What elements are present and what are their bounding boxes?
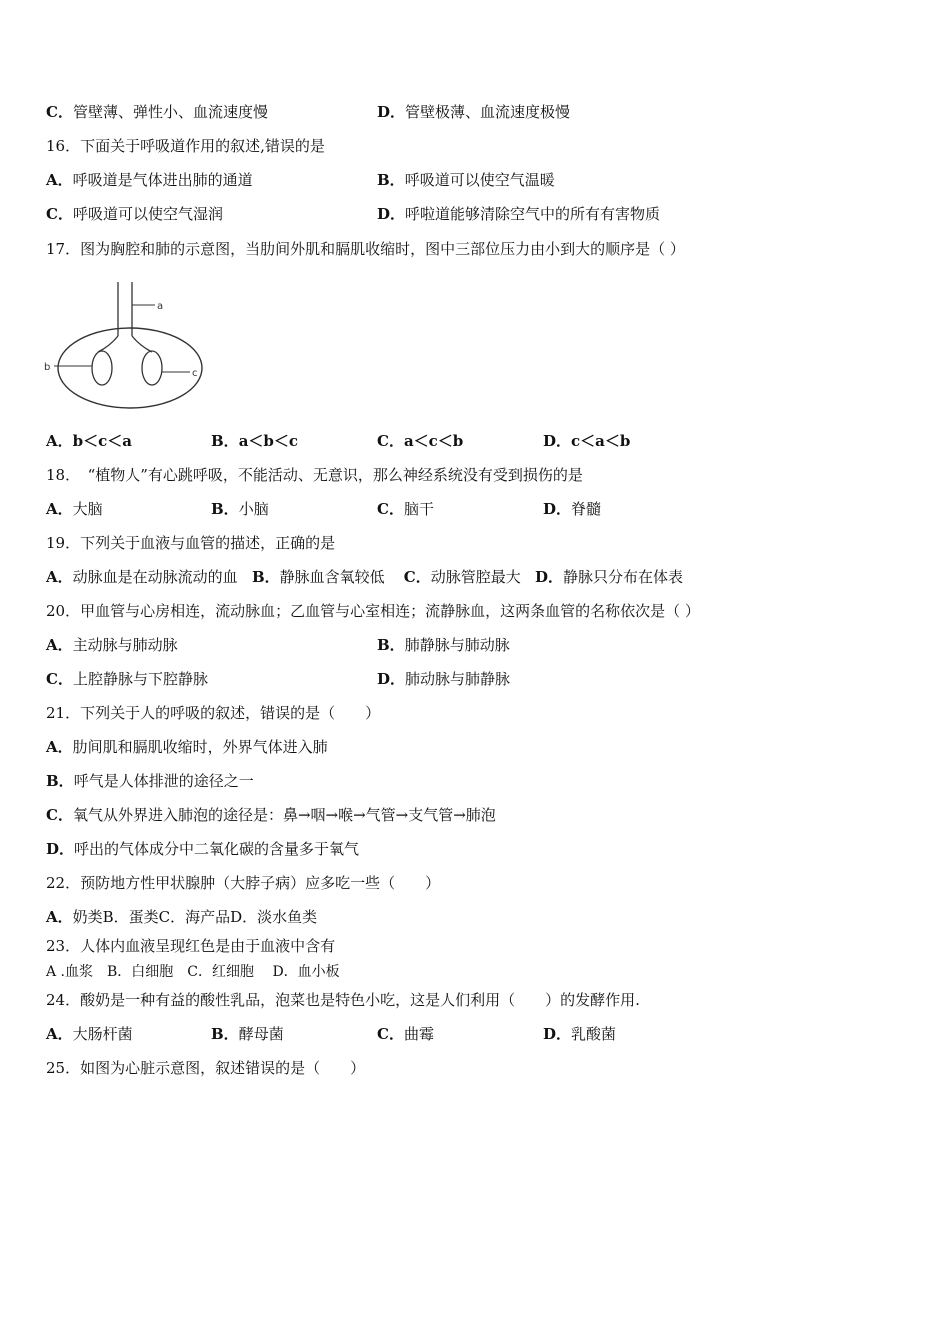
q16-option-c: C．呼吸道可以使空气湿润 <box>46 205 223 223</box>
q15-option-c: C．管壁薄、弹性小、血流速度慢 <box>46 103 268 121</box>
q20-stem: 20．甲血管与心房相连，流动脉血；乙血管与心室相连；流静脉血，这两条血管的名称依次是（ ） <box>46 602 700 620</box>
q21-option-d: D．呼出的气体成分中二氧化碳的含量多于氧气 <box>46 840 360 858</box>
q24-stem: 24．酸奶是一种有益的酸性乳品，泡菜也是特色小吃，这是人们利用（ ）的发酵作用. <box>46 991 640 1009</box>
q17-option-a: A．b＜c＜a <box>46 432 132 450</box>
q22-stem: 22．预防地方性甲状腺肿（大脖子病）应多吃一些（ ） <box>46 874 441 892</box>
q15-option-d: D．管壁极薄、血流速度极慢 <box>377 103 571 121</box>
q19-options: A．动脉血是在动脉流动的血 B．静脉血含氧较低 C．动脉管腔最大 D．静脉只分布在体表 <box>46 568 684 586</box>
bronchi <box>98 336 152 352</box>
q20-option-d: D．肺动脉与肺静脉 <box>377 670 511 688</box>
q18-stem: 18． “植物人”有心跳呼吸，不能活动、无意识，那么神经系统没有受到损伤的是 <box>46 466 583 484</box>
q16-option-a: A．呼吸道是气体进出肺的通道 <box>46 171 253 189</box>
q23-options: A .血浆 B．白细胞 C．红细胞 D．血小板 <box>46 964 340 980</box>
q17-option-d: D．c＜a＜b <box>543 432 631 450</box>
q23-stem: 23．人体内血液呈现红色是由于血液中含有 <box>46 937 336 955</box>
q20-option-b: B．肺静脉与肺动脉 <box>377 636 510 654</box>
q17-option-c: C．a＜c＜b <box>377 432 464 450</box>
q21-option-b: B．呼气是人体排泄的途径之一 <box>46 772 254 790</box>
label-a: a <box>157 301 164 312</box>
q18-option-c: C．脑干 <box>377 500 434 518</box>
q25-stem: 25．如图为心脏示意图，叙述错误的是（ ） <box>46 1059 366 1077</box>
q18-option-a: A．大脑 <box>46 500 103 518</box>
left-lung <box>92 351 112 385</box>
right-lung <box>142 351 162 385</box>
q21-option-a: A．肋间肌和膈肌收缩时，外界气体进入肺 <box>46 738 328 756</box>
label-b: b <box>44 362 51 373</box>
q19-stem: 19．下列关于血液与血管的描述，正确的是 <box>46 534 336 552</box>
label-c: c <box>192 368 198 379</box>
q24-option-d: D．乳酸菌 <box>543 1025 617 1043</box>
q20-option-a: A．主动脉与肺动脉 <box>46 636 178 654</box>
q16-stem: 16．下面关于呼吸道作用的叙述,错误的是 <box>46 137 325 155</box>
q22-options: A．奶类B．蛋类C．海产品D．淡水鱼类 <box>46 908 318 926</box>
q17-stem: 17．图为胸腔和肺的示意图，当肋间外肌和膈肌收缩时，图中三部位压力由小到大的顺序是（ ） <box>46 240 685 258</box>
q24-option-b: B．酵母菌 <box>211 1025 284 1043</box>
q18-option-b: B．小脑 <box>211 500 269 518</box>
q16-option-b: B．呼吸道可以使空气温暖 <box>377 171 555 189</box>
q24-option-a: A．大肠杆菌 <box>46 1025 133 1043</box>
q17-option-b: B．a＜b＜c <box>211 432 299 450</box>
q20-option-c: C．上腔静脉与下腔静脉 <box>46 670 208 688</box>
q21-stem: 21．下列关于人的呼吸的叙述，错误的是（ ） <box>46 704 381 722</box>
q24-option-c: C．曲霉 <box>377 1025 434 1043</box>
q21-option-c: C．氧气从外界进入肺泡的途径是：鼻→咽→喉→气管→支气管→肺泡 <box>46 806 496 824</box>
q18-option-d: D．脊髓 <box>543 500 602 518</box>
q16-option-d: D．呼啦道能够清除空气中的所有有害物质 <box>377 205 661 223</box>
thoracic-cavity-outline <box>58 328 202 408</box>
thorax-lung-diagram <box>40 278 210 418</box>
